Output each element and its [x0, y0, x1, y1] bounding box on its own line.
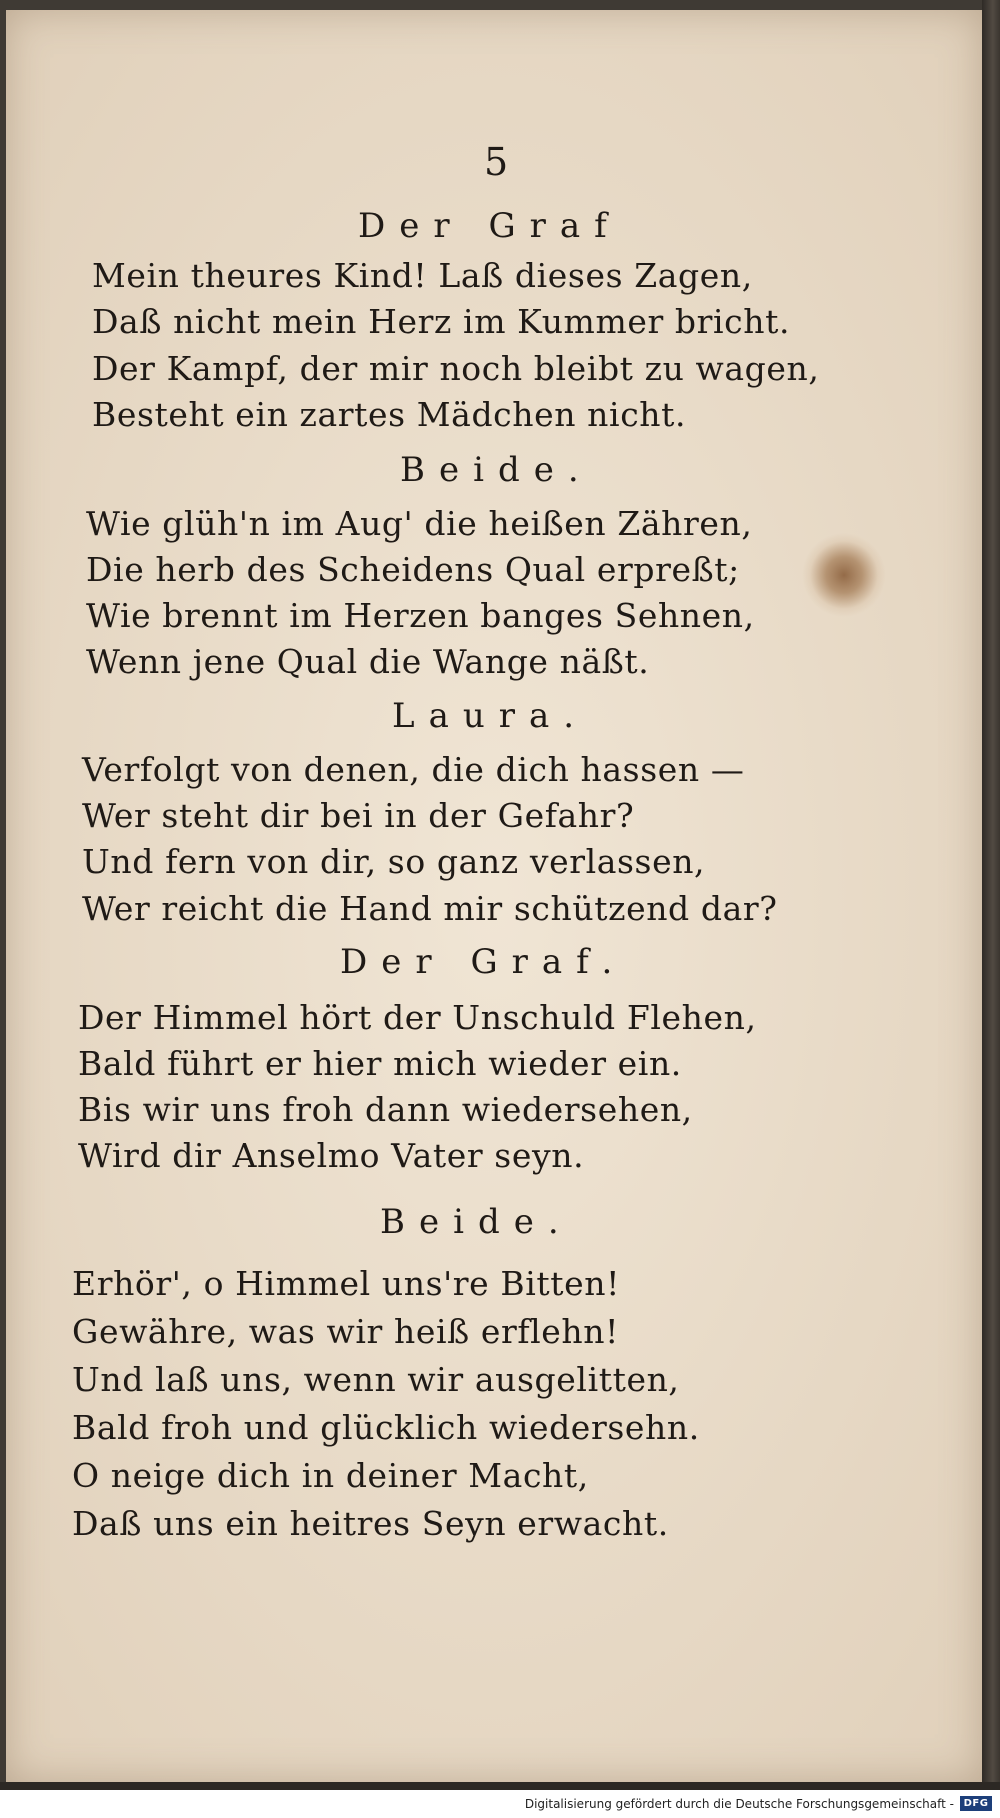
speaker-heading: Beide.: [380, 1202, 573, 1242]
verse-line: Der Kampf, der mir noch bleibt zu wagen,: [92, 349, 820, 388]
verse-line: Daß nicht mein Herz im Kummer bricht.: [92, 302, 791, 341]
verse-line: Bald froh und glücklich wiedersehn.: [72, 1408, 700, 1447]
verse-line: Und fern von dir, so ganz verlassen,: [82, 842, 706, 881]
verse-line: Mein theures Kind! Laß dieses Zagen,: [92, 256, 753, 295]
verse-line: Wie glüh'n im Aug' die heißen Zähren,: [86, 504, 753, 543]
speaker-heading: Laura.: [392, 696, 589, 736]
verse-line: Wenn jene Qual die Wange näßt.: [86, 642, 650, 681]
verse-line: Die herb des Scheidens Qual erpreßt;: [86, 550, 740, 589]
verse-line: Wie brennt im Herzen banges Sehnen,: [86, 596, 755, 635]
speaker-heading: Der Graf.: [340, 942, 627, 982]
verse-line: Erhör', o Himmel uns're Bitten!: [72, 1264, 620, 1303]
speaker-heading: Beide.: [400, 450, 593, 490]
speaker-heading: Der Graf: [358, 206, 621, 246]
verse-line: O neige dich in deiner Macht,: [72, 1456, 589, 1495]
verse-line: Bis wir uns froh dann wiedersehen,: [78, 1090, 693, 1129]
verse-line: Bald führt er hier mich wieder ein.: [78, 1044, 682, 1083]
verse-line: Wer steht dir bei in der Gefahr?: [82, 796, 635, 835]
funding-credit: Digitalisierung gefördert durch die Deutsche Forschungsgemeinschaft -: [524, 1797, 954, 1811]
book-page: [6, 10, 982, 1782]
verse-line: Gewähre, was wir heiß erflehn!: [72, 1312, 619, 1351]
verse-line: Und laß uns, wenn wir ausgelitten,: [72, 1360, 680, 1399]
footer-bar: [0, 1790, 1000, 1818]
verse-line: Verfolgt von denen, die dich hassen —: [82, 750, 745, 789]
page-number: 5: [484, 140, 509, 184]
verse-line: Wer reicht die Hand mir schützend dar?: [82, 889, 778, 928]
verse-line: Besteht ein zartes Mädchen nicht.: [92, 395, 687, 434]
dfg-logo: DFG: [960, 1796, 992, 1811]
scan-bottom-edge: [0, 1782, 1000, 1790]
verse-line: Der Himmel hört der Unschuld Flehen,: [78, 998, 757, 1037]
book-edge: [982, 0, 1000, 1790]
verse-line: Wird dir Anselmo Vater seyn.: [78, 1136, 585, 1175]
verse-line: Daß uns ein heitres Seyn erwacht.: [72, 1504, 669, 1543]
